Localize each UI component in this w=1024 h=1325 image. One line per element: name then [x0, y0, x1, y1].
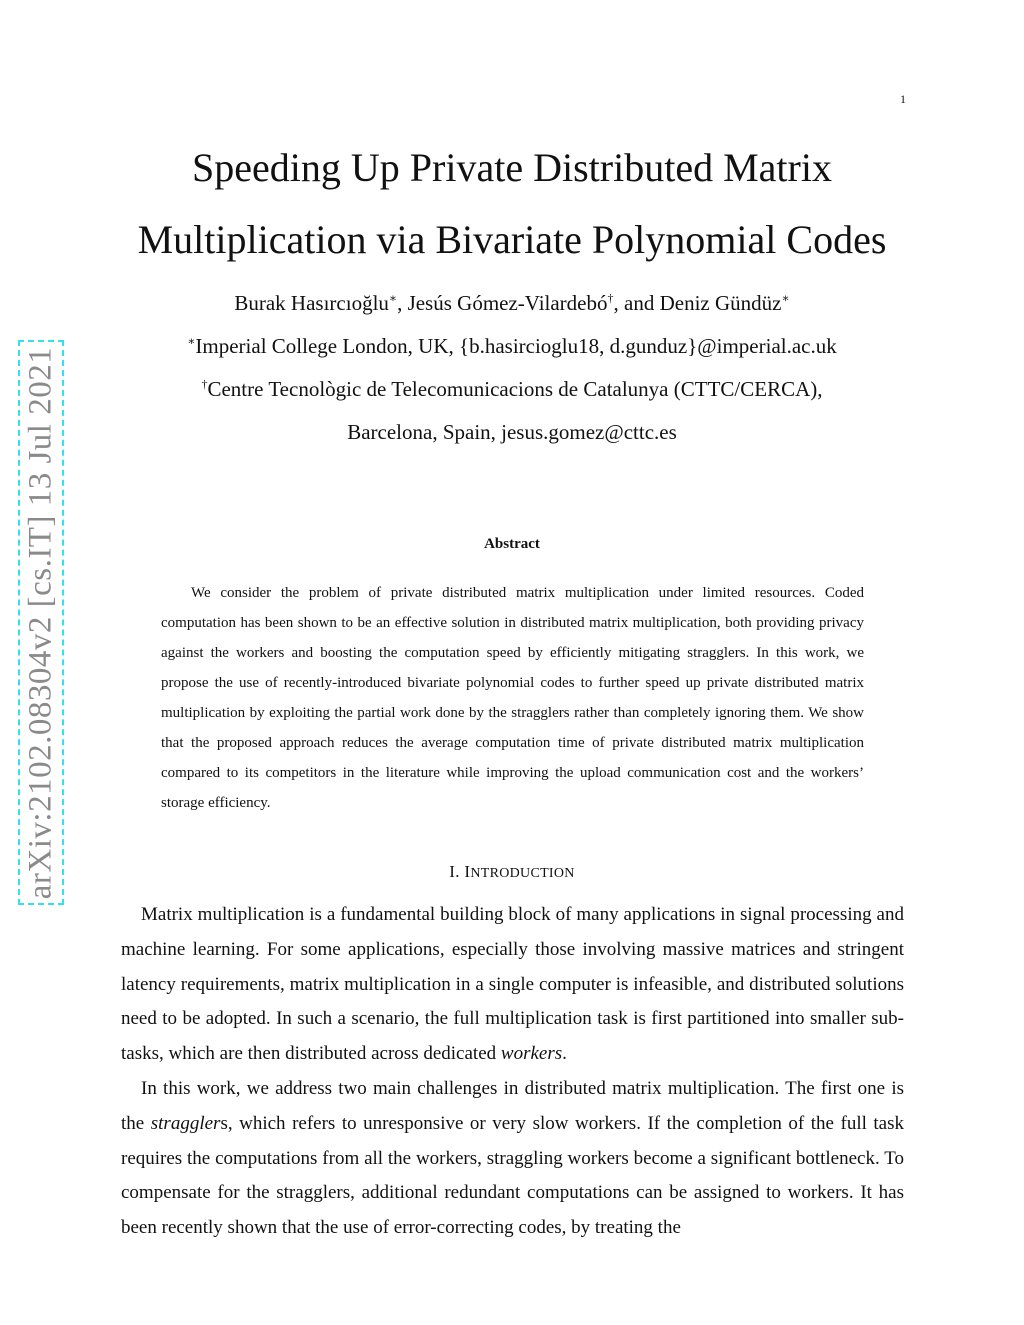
affiliation-1-text: Imperial College London, UK, {b.hasircioglu18, d.gunduz}@imperial.ac.uk: [195, 334, 837, 358]
section-title-rest: NTRODUCTION: [470, 866, 575, 881]
affiliation-2-line-2: Barcelona, Spain, jesus.gomez@cttc.es: [347, 420, 677, 444]
title-line-1: Speeding Up Private Distributed Matrix: [192, 145, 832, 190]
abstract-heading: Abstract: [484, 536, 540, 552]
body-text: [121, 898, 904, 1246]
paragraph-1: [121, 898, 904, 1072]
author-mark-3: ∗: [781, 291, 790, 305]
title-line-2: Multiplication via Bivariate Polynomial Codes: [137, 217, 887, 262]
author-line: [0, 282, 1024, 325]
author-mark-1: ∗: [388, 291, 398, 305]
affiliation-mark-1: ∗: [187, 334, 196, 348]
author-separator: , and: [613, 291, 660, 315]
author-mark-2: †: [607, 291, 614, 305]
author-separator: ,: [397, 291, 408, 315]
abstract-text: We consider the problem of private distributed matrix multiplication under limited resources. Coded computation has been shown to be an effective solution in distributed matrix multiplication, both providing privacy against the workers and boosting the computation speed by efficiently mitigating stragglers. In this work, we propose the use of recently-introduced bivariate polynomial codes to further speed up private distributed matrix multiplication by exploiting the partial work done by the stragglers rather than completely ignoring them. We show that the proposed approach reduces the average computation time of private distributed matrix multiplication compared to its competitors in the literature while improving the upload communication cost and the workers’ storage efficiency.: [161, 585, 864, 811]
author-name-3: Deniz Gündüz: [659, 291, 782, 315]
author-name-1: Burak Hasırcıoğlu: [234, 291, 389, 315]
section-numeral: I.: [449, 862, 460, 881]
paragraph-1-end: .: [562, 1043, 567, 1065]
affiliation-2: [0, 368, 1024, 411]
paper-title: [0, 132, 1024, 276]
section-first-letter: I: [464, 862, 471, 881]
paragraph-2-rest: s, which refers to unresponsive or very slow workers. If the completion of the full task requires the computations from all the workers, straggling workers become a significant bottleneck. To compensate for the stragglers, additional redundant computations can be assigned to workers. It has been recently shown that the use of error-correcting codes, by treating the: [121, 1112, 905, 1239]
affiliation-mark-2: †: [201, 377, 208, 391]
paragraph-2: [121, 1072, 904, 1246]
emphasis-straggler: straggler: [150, 1112, 221, 1134]
paragraph-2-start: In this work, we address two main challenges in distributed matrix multiplication. The first one is the: [121, 1077, 904, 1134]
emphasis-workers: workers: [500, 1043, 563, 1065]
arxiv-identifier: arXiv:2102.08304v2 [cs.IT] 13 Jul 2021: [22, 346, 59, 899]
affiliation-2-text: Centre Tecnològic de Telecomunicacions de Catalunya (CTTC/CERCA),: [207, 377, 823, 401]
paragraph-1-text: Matrix multiplication is a fundamental building block of many applications in signal processing and machine learning. For some applications, especially those involving massive matrices and stringent latency requirements, matrix multiplication in a single computer is infeasible, and distributed solutions need to be adopted. In such a scenario, the full multiplication task is first partitioned into smaller sub-tasks, which are then distributed across dedicated: [121, 904, 904, 1065]
section-heading: [0, 862, 1024, 882]
affiliation-1: [0, 325, 1024, 368]
author-block: [0, 282, 1024, 454]
author-name-2: Jesús Gómez-Vilardebó: [407, 291, 608, 315]
page-number: 1: [900, 92, 906, 106]
